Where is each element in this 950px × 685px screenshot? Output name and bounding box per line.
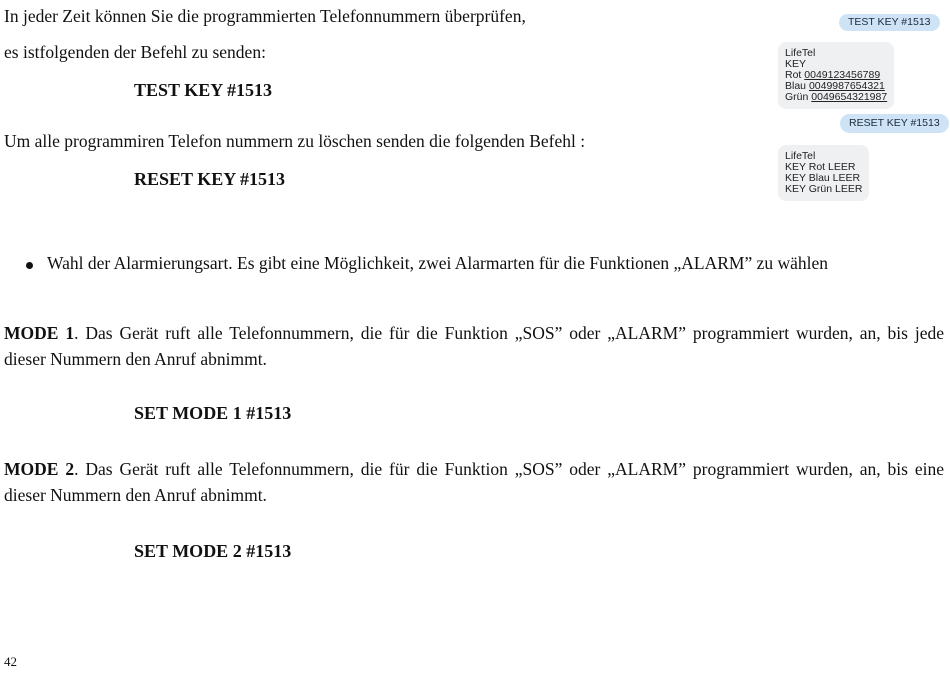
chat-blau-number: 0049987654321 <box>808 80 885 92</box>
chat-recv1-gruen <box>785 92 887 103</box>
chat-recv2-line-3: KEY Blau LEER <box>785 172 861 184</box>
chat-gruen-number: 0049654321987 <box>811 91 888 103</box>
command-set-mode-2: SET MODE 2 #1513 <box>134 541 292 561</box>
mode-1-text: . Das Gerät ruft alle Telefonnummern, die für die Funktion „SOS” oder „ALARM” programmiert wurden, an, bis jede dieser Nummern den Anruf abnimmt. <box>4 323 944 369</box>
chat-sent-bubble-reset: RESET KEY #1513 <box>840 114 949 133</box>
chat-received-bubble-reset <box>778 145 869 201</box>
chat-recv2-line-1: LifeTel <box>785 150 816 162</box>
intro-line-3: Um alle programmiren Telefon nummern zu löschen senden die folgenden Befehl : <box>4 131 586 151</box>
bullet-dot-icon <box>26 262 33 269</box>
bullet-text: Wahl der Alarmierungsart. Es gibt eine Möglichkeit, zwei Alarmarten für die Funktionen „ALARM” zu wählen <box>47 253 829 273</box>
command-test-key: TEST KEY #1513 <box>134 80 273 100</box>
chat-recv2-line-4: KEY Grün LEER <box>785 183 863 195</box>
mode-1-label: MODE 1 <box>4 323 75 343</box>
chat-gruen-label: Grün <box>785 91 812 103</box>
command-set-mode-1: SET MODE 1 #1513 <box>134 403 292 423</box>
chat-recv2-line-2: KEY Rot LEER <box>785 161 856 173</box>
mode-1-paragraph <box>4 320 944 372</box>
mode-2-label: MODE 2 <box>4 459 75 479</box>
mode-2-paragraph <box>4 456 944 508</box>
page-number: 42 <box>4 654 17 669</box>
intro-line-1: In jeder Zeit können Sie die programmierten Telefonnummern überprüfen, <box>4 6 526 26</box>
chat-recv1-line-2: KEY <box>785 58 807 70</box>
chat-blau-label: Blau <box>785 80 809 92</box>
chat-recv1-line-1: LifeTel <box>785 47 816 59</box>
chat-rot-number: 0049123456789 <box>804 69 881 81</box>
chat-rot-label: Rot <box>785 69 805 81</box>
command-reset-key: RESET KEY #1513 <box>134 169 286 189</box>
chat-sent-bubble-test: TEST KEY #1513 <box>839 14 940 31</box>
chat-received-bubble-keys <box>778 42 894 109</box>
intro-line-2: es istfolgenden der Befehl zu senden: <box>4 42 266 62</box>
mode-2-text: . Das Gerät ruft alle Telefonnummern, die für die Funktion „SOS” oder „ALARM” programmiert wurden, an, bis eine dieser Nummern den Anruf abnimmt. <box>4 459 944 505</box>
